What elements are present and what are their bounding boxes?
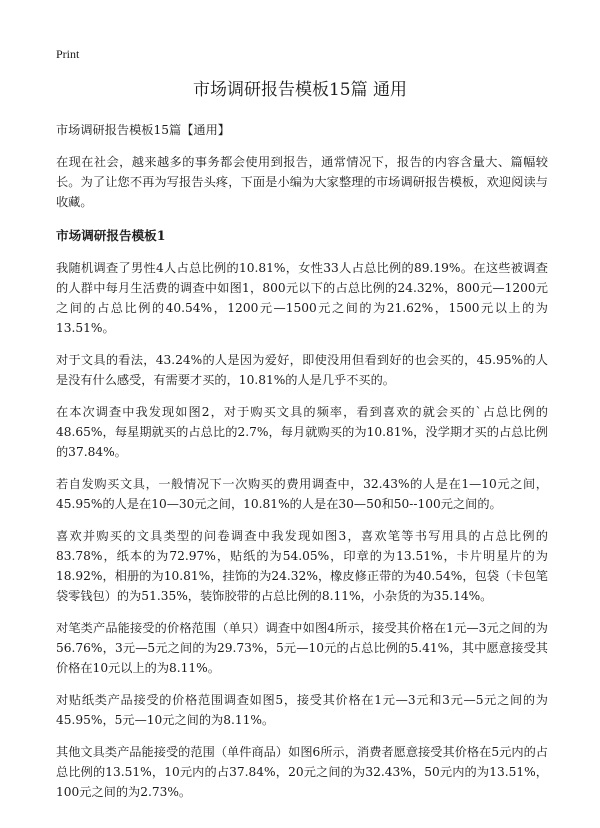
body-paragraph: 在本次调查中我发现如图2，对于购买文具的频率，看到喜欢的就会买的`占总比例的48.65%，每星期就买的占总比的2.7%，每月就购买的为10.81%，没学期才买的占总比例的37.84%。 xyxy=(56,405,548,459)
document-subtitle: 市场调研报告模板15篇【通用】 xyxy=(56,123,230,137)
body-paragraph: 对贴纸类产品接受的价格范围调查如图5，接受其价格在1元—3元和3元—5元之间的为45.95%，5元—10元之间的为8.11%。 xyxy=(56,693,548,727)
print-label: Print xyxy=(56,47,80,61)
document-title: 市场调研报告模板15篇 通用 xyxy=(192,80,408,100)
section-heading: 市场调研报告模板1 xyxy=(56,228,166,243)
intro-paragraph: 在现在社会，越来越多的事务都会使用到报告，通常情况下，报告的内容含量大、篇幅较长。为了让您不再为写报告头疼，下面是小编为大家整理的市场调研报告模板，欢迎阅读与收藏。 xyxy=(56,155,548,209)
document-body xyxy=(56,120,548,814)
body-paragraph: 若自发购买文具，一般情况下一次购买的费用调查中，32.43%的人是在1—10元之间，45.95%的人是在10—30元之间，10.81%的人是在30—50和50--100元之间的。 xyxy=(56,477,548,511)
body-paragraph: 对于文具的看法，43.24%的人是因为爱好，即使没用但看到好的也会买的，45.95%的人是没有什么感受，有需要才买的，10.81%的人是几乎不买的。 xyxy=(56,353,548,387)
body-paragraph: 其他文具类产品能接受的范围（单件商品）如图6所示，消费者愿意接受其价格在5元内的占总比例的13.51%，10元内的占37.84%，20元之间的为32.43%，50元内的为13.51%，100元之间的为2.73%。 xyxy=(56,745,548,799)
body-paragraph: 对笔类产品能接受的价格范围（单只）调查中如图4所示，接受其价格在1元—3元之间的为56.76%，3元—5元之间的为29.73%，5元—10元的占总比例的5.41%，其中愿意接受其价格在10元以上的为8.11%。 xyxy=(56,621,548,675)
body-paragraph: 喜欢并购买的文具类型的问卷调查中我发现如图3，喜欢笔等书写用具的占总比例的83.78%，纸本的为72.97%，贴纸的为54.05%，印章的为13.51%，卡片明星片的为18.92%，相册的为10.81%，挂饰的为24.32%，橡皮修正带的为40.54%，包袋（卡包笔袋零钱包）的为51.35%，装饰胶带的占总比例的8.11%，小杂货的为35.14%。 xyxy=(56,529,548,603)
body-paragraph: 我随机调查了男性4人占总比例的10.81%，女性33人占总比例的89.19%。在这些被调查的人群中每月生活费的调查中如图1，800元以下的占总比例的24.32%，800元—1200元之间的占总比例的40.54%，1200元—1500元之间的为21.62%，1500元以上的为13.51%。 xyxy=(56,261,548,335)
